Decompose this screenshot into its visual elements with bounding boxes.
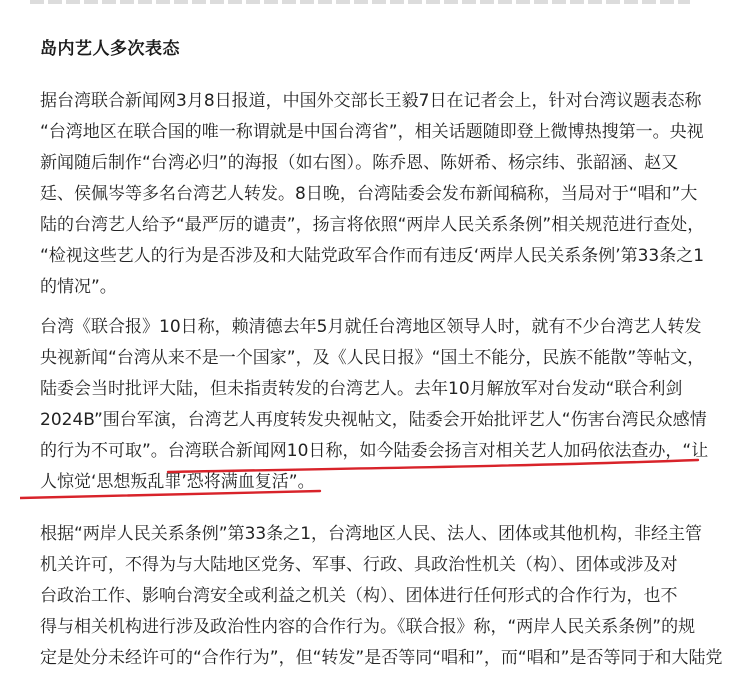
- paragraph-line: 据台湾联合新闻网3月8日报道，中国外交部长王毅7日在记者会上，针对台湾议题表态称: [40, 91, 702, 111]
- paragraph-line: 台湾《联合报》10日称，赖清德去年5月就任台湾地区领导人时，就有不少台湾艺人转发: [40, 317, 702, 337]
- paragraph-line: 定是处分未经许可的“合作行为”，但“转发”是否等同“唱和”，而“唱和”是否等同于和大陆党: [40, 648, 723, 668]
- paragraph-line: 得与相关机构进行涉及政治性内容的合作行为。《联合报》称，“两岸人民关系条例”的规: [40, 617, 696, 637]
- paragraph-2: [40, 312, 750, 498]
- paragraph-line: 陆的台湾艺人给予“最严厉的谴责”，扬言将依照“两岸人民关系条例”相关规范进行查处，: [40, 215, 705, 235]
- paragraph-line: 的行为不可取”。台湾联合新闻网10日称，如今陆委会扬言对相关艺人加码依法查办，“让: [40, 441, 709, 461]
- paragraph-line: “台湾地区在联合国的唯一称谓就是中国台湾省”，相关话题随即登上微博热搜第一。央视: [40, 122, 704, 142]
- paragraph-line: 台政治工作、影响台湾安全或利益之机关（构）、团体进行任何形式的合作行为，也不: [40, 586, 678, 606]
- paragraph-1: [40, 86, 750, 303]
- section-heading: 岛内艺人多次表态: [40, 39, 180, 59]
- paragraph-line: 廷、侯佩岑等多名台湾艺人转发。8日晚，台湾陆委会发布新闻稿称，当局对于“唱和”大: [40, 184, 698, 204]
- paragraph-line: 央视新闻“台湾从来不是一个国家”，及《人民日报》“国土不能分，民族不能散”等帖文，: [40, 348, 705, 368]
- paragraph-line: 新闻随后制作“台湾必归”的海报（如右图）。陈乔恩、陈妍希、杨宗纬、张韶涵、赵又: [40, 153, 679, 173]
- paragraph-line: 根据“两岸人民关系条例”第33条之1，台湾地区人民、法人、团体或其他机构，非经主管: [40, 524, 703, 544]
- paragraph-line: 机关许可，不得为与大陆地区党务、军事、行政、具政治性机关（构）、团体或涉及对: [40, 555, 678, 575]
- paragraph-line: 人惊觉‘思想叛乱罪’恐将满血复活”。: [40, 472, 315, 492]
- paragraph-3: [40, 519, 750, 674]
- article: [40, 0, 750, 668]
- paragraph-line: 的情况”。: [40, 277, 117, 297]
- cut-off-previous-line: [30, 0, 690, 4]
- paragraph-line: 陆委会当时批评大陆，但未指责转发的台湾艺人。去年10月解放军对台发动“联合利剑: [40, 379, 683, 399]
- paragraph-line: “检视这些艺人的行为是否涉及和大陆党政军合作而有违反‘两岸人民关系条例’第33条之1: [40, 246, 705, 266]
- paragraph-line: 2024B”围台军演，台湾艺人再度转发央视帖文，陆委会开始批评艺人“伤害台湾民众感情: [40, 410, 707, 430]
